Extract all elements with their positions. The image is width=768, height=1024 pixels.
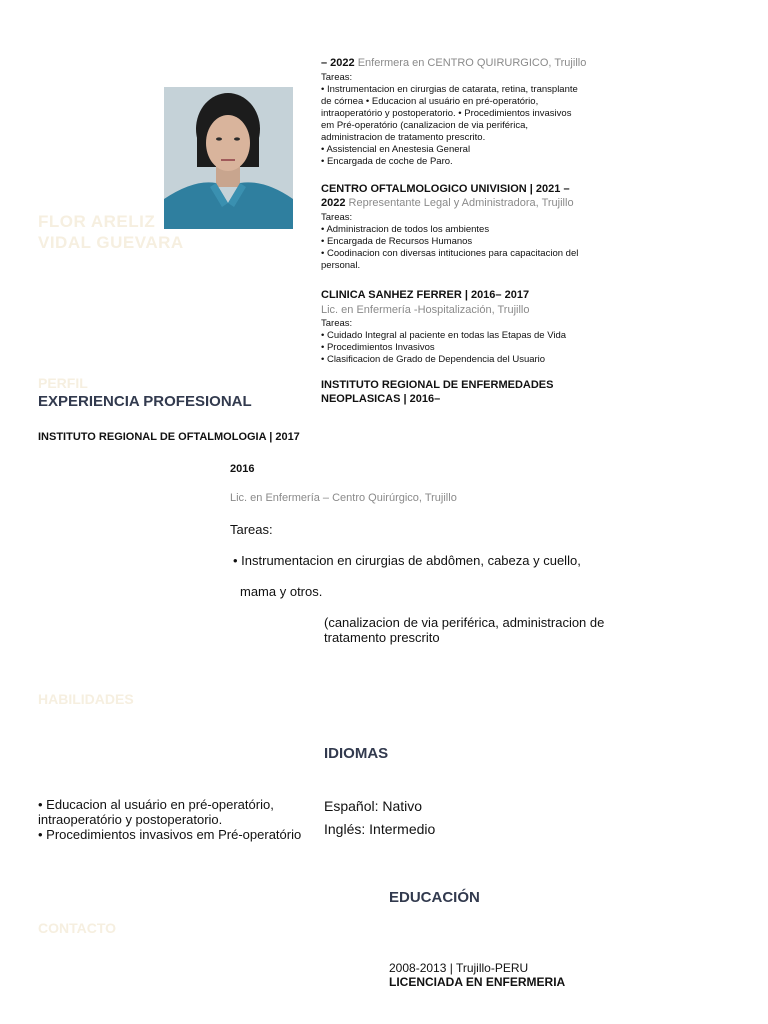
perfil-heading: PERFIL — [38, 375, 88, 391]
idioma-item: Inglés: Intermedio — [324, 821, 436, 837]
portrait-image — [164, 87, 293, 229]
job4-title-line2: NEOPLASICAS | 2016– — [321, 393, 441, 405]
job3-tareas: Tareas: — [321, 318, 353, 329]
habilidad-item: • Procedimientos invasivos em Pré-operatório — [38, 827, 302, 842]
job2-subtitle: Representante Legal y Administradora, Trujillo — [348, 197, 574, 209]
job3-line: • Procedimientos Invasivos — [321, 342, 435, 353]
job3-subtitle: Lic. en Enfermería -Hospitalización, Trujillo — [321, 304, 530, 316]
job2-title: CENTRO OFTALMOLOGICO UNIVISION | 2021 – — [321, 183, 570, 195]
name-first: FLOR ARELIZ — [38, 212, 156, 231]
job2-tareas: Tareas: — [321, 212, 353, 223]
left-job-year: 2016 — [230, 463, 255, 475]
job3-line: • Clasificacion de Grado de Dependencia del Usuario — [321, 354, 546, 365]
job1-line: em Pré-operatório (canalizacion de via periférica, — [321, 120, 528, 131]
idioma-item: Español: Nativo — [324, 798, 423, 814]
habilidad-item: intraoperatório y postoperatorio. — [38, 812, 223, 827]
job1-line: • Instrumentacion en cirurgias de catarata, retina, transplante — [321, 84, 578, 95]
job3-title: CLINICA SANHEZ FERRER | 2016– 2017 — [321, 289, 530, 301]
left-job-line: • Instrumentacion en cirurgias de abdômen, cabeza y cuello, — [233, 553, 581, 568]
job2-line: • Administracion de todos los ambientes — [321, 224, 490, 235]
educacion-heading: EDUCACIÓN — [389, 889, 480, 906]
educacion-dates: 2008-2013 | Trujillo-PERU — [389, 961, 529, 975]
left-job-title: INSTITUTO REGIONAL DE OFTALMOLOGIA | 2017 — [38, 431, 300, 443]
left-job-line: tratamento prescrito — [324, 630, 440, 645]
job2-line: personal. — [321, 260, 361, 271]
name-last: VIDAL GUEVARA — [38, 233, 184, 252]
job2-years: 2022 — [321, 197, 346, 209]
job2-details — [321, 212, 578, 272]
habilidad-item: • Educacion al usuário en pré-operatório, — [38, 797, 274, 812]
left-job-subtitle: Lic. en Enfermería – Centro Quirúrgico, Trujillo — [230, 492, 457, 504]
job1-details — [321, 72, 578, 168]
job1-line: • Assistencial en Anestesia General — [321, 144, 471, 155]
job1-subtitle: Enfermera en CENTRO QUIRURGICO, Trujillo — [357, 57, 587, 69]
job3-line: • Cuidado Integral al paciente en todas las Etapas de Vida — [321, 330, 567, 341]
job1-header — [321, 57, 586, 69]
habilidades-list — [38, 797, 301, 842]
job1-years: – 2022 — [321, 57, 355, 69]
job4-title-line1: INSTITUTO REGIONAL DE ENFERMEDADES — [321, 379, 554, 391]
left-job-tareas: Tareas: — [230, 522, 273, 537]
profile-photo — [164, 87, 293, 229]
job1-tareas: Tareas: — [321, 72, 353, 83]
job3-details — [321, 318, 566, 366]
contacto-heading: CONTACTO — [38, 920, 117, 936]
job1-line: administracion de tratamento prescrito. — [321, 132, 486, 143]
habilidades-heading: HABILIDADES — [38, 691, 134, 707]
experiencia-heading: EXPERIENCIA PROFESIONAL — [38, 393, 252, 410]
job2-line: • Coodinacion con diversas intituciones para capacitacion del — [321, 248, 579, 259]
job1-line: intraoperatório y postoperatorio. • Procedimientos invasivos — [321, 108, 572, 119]
job2-line: • Encargada de Recursos Humanos — [321, 236, 473, 247]
educacion-degree: LICENCIADA EN ENFERMERIA — [389, 975, 566, 989]
left-job-line: mama y otros. — [240, 584, 323, 599]
job1-line: de córnea • Educacion al usuário en pré-operatório, — [321, 96, 539, 107]
job2-header — [321, 197, 574, 209]
left-job-line: (canalizacion de via periférica, administracion de — [324, 615, 605, 630]
idiomas-heading: IDIOMAS — [324, 745, 389, 762]
job1-line: • Encargada de coche de Paro. — [321, 156, 453, 167]
